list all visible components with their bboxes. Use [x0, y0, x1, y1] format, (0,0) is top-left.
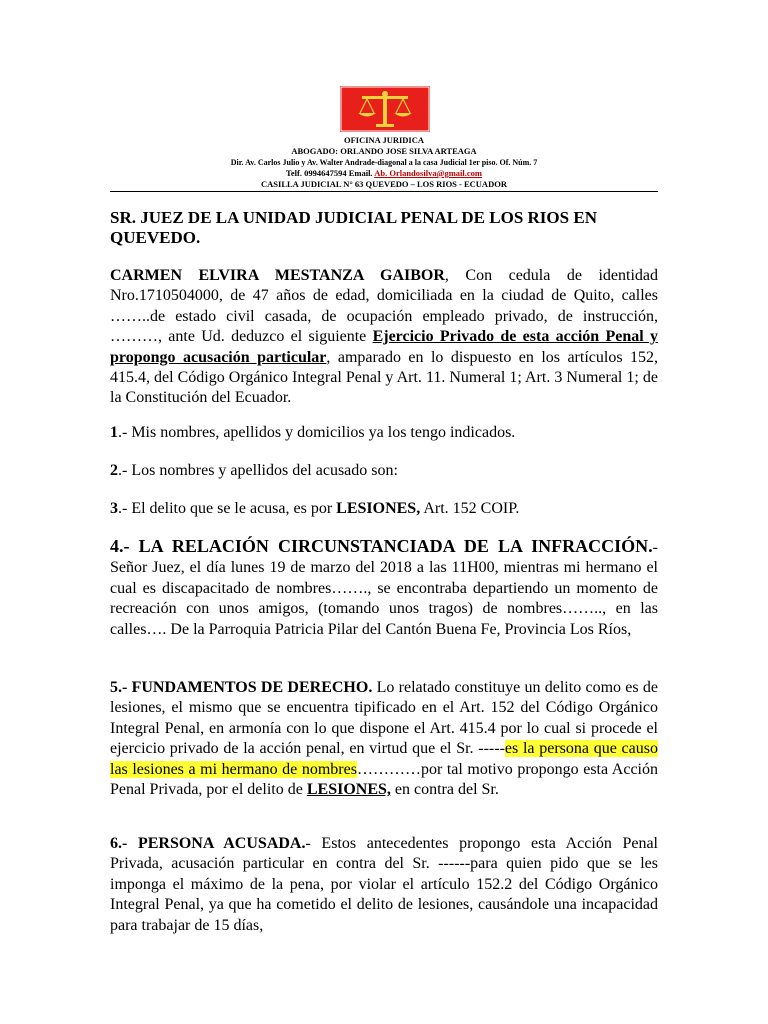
action-title: Ejercicio Privado de esta acción Penal y propongo acusación particular — [110, 328, 658, 366]
intro-text-end: , amparado en lo dispuesto en los artículos 152, 415.4, del Código Orgánico Integral Penal y Art. 11. Numeral 1; Art. 3 Numeral 1; de la Constitución del Ecuador. — [110, 348, 659, 407]
letterhead-lawyer: ABOGADO: ORLANDO JOSE SILVA ARTEAGA — [291, 146, 477, 156]
section-text: Lo relatado constituye un delito como es de lesiones, el mismo que se encuentra tipificado en el Art. 152 del Código Orgánico Integral Penal, en armonía con lo que dispone el Art. 415.4 por lo cual si procede el ejercicio privado de la acción penal, en virtud que el Sr. ----- — [110, 679, 658, 758]
letterhead-address: Dir. Av. Carlos Julio y Av. Walter Andrade-diagonal a la casa Judicial 1er piso. Of. Núm. 7 — [230, 158, 538, 167]
letterhead-casilla: CASILLA JUDICIAL N° 63 QUEVEDO – LOS RIOS - ECUADOR — [261, 179, 507, 189]
letterhead-contact — [110, 168, 658, 179]
offense-name: LESIONES, — [336, 500, 421, 517]
intro-text: , Con cedula de identidad Nro.1710504000, de 47 años de edad, domiciliada en la ciudad de Quito, calles ……..de estado civil casada, de ocupación empleado privado, de instrucción, ………, ante Ud. deduzco el siguiente — [110, 267, 658, 346]
item-1 — [110, 423, 658, 443]
item-3 — [110, 499, 658, 519]
item-number: 1 — [110, 424, 118, 441]
item-5 — [110, 678, 658, 800]
plaintiff-name: CARMEN ELVIRA MESTANZA GAIBOR — [110, 267, 445, 284]
item-4 — [110, 536, 658, 640]
item-text: .- El delito que se le acusa, es por — [118, 500, 337, 517]
item-text: .- Los nombres y apellidos del acusado son: — [118, 462, 398, 479]
intro-paragraph — [110, 266, 658, 409]
section-text: - Estos antecedentes propongo esta Acción Penal Privada, acusación particular en contra del Sr. ------para quien pido que se les imponga el máximo de la pena, por violar el artículo 152.2 del Código Orgánico Integral Penal, ya que ha cometido el delito de lesiones, causándole una incapacidad para trabajar de 15 días, — [110, 835, 658, 934]
section-text: - Señor Juez, el día lunes 19 de marzo del 2018 a las 11H00, mientras mi hermano el cual es discapacitado de nombres……., se encontraba departiendo un momento de recreación con unos amigos, (tomando unos tragos) de nombres…….., en las calles…. De la Parroquia Patricia Pilar del Cantón Buena Fe, Provincia Los Ríos, — [110, 539, 658, 638]
letterhead-logo — [340, 86, 430, 132]
scales-of-justice-icon — [340, 86, 430, 132]
item-6 — [110, 834, 658, 936]
section-text-cont: …………por tal motivo propongo esta Acción Penal Privada, por el delito de — [110, 760, 658, 799]
letterhead-phone: Telf. 0994647594 Email. — [285, 168, 375, 178]
item-number: 2 — [110, 462, 118, 479]
offense-name: LESIONES, — [306, 781, 391, 799]
letterhead-email-link[interactable]: Ab. Orlandosilva@gmail.com — [374, 168, 483, 178]
item-text: .- Mis nombres, apellidos y domicilios ya los tengo indicados. — [118, 424, 516, 441]
item-number: 3 — [110, 500, 118, 517]
highlighted-text: es la persona que causo las lesiones a mi hermano de nombres — [110, 740, 658, 778]
addressee: SR. JUEZ DE LA UNIDAD JUDICIAL PENAL DE LOS RIOS EN QUEVEDO. — [110, 208, 597, 247]
section-heading: 5.- FUNDAMENTOS DE DERECHO. — [110, 679, 373, 696]
letterhead-office: OFICINA JURIDICA — [343, 135, 425, 145]
header-divider — [110, 191, 658, 192]
section-heading: 4.- LA RELACIÓN CIRCUNSTANCIADA DE LA INFRACCIÓN. — [110, 536, 653, 556]
section-heading: 6.- PERSONA ACUSADA. — [110, 835, 306, 852]
section-text-end: en contra del Sr. — [390, 781, 499, 799]
item-text-end: Art. 152 COIP. — [420, 500, 520, 517]
item-2 — [110, 461, 658, 481]
